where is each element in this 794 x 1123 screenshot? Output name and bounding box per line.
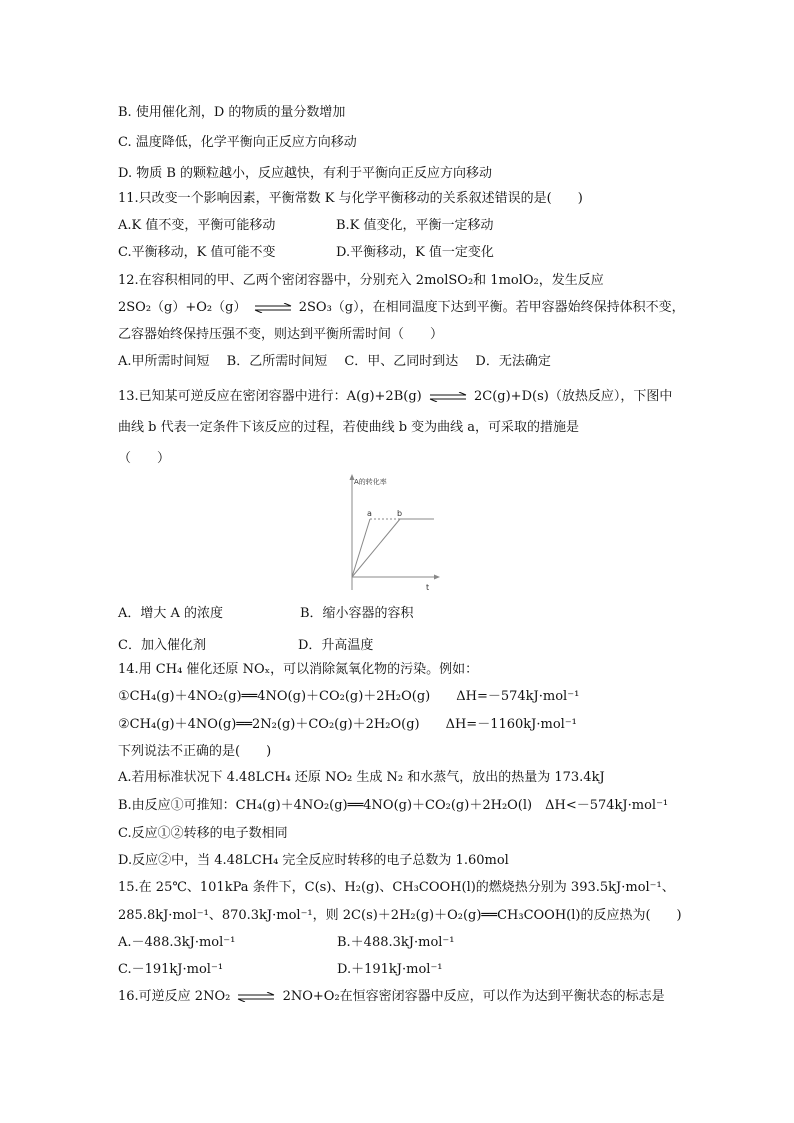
reversible-arrow-icon — [236, 992, 276, 1002]
q15-option-c: C.－191kJ·mol⁻¹ — [118, 962, 224, 977]
q12-stem-line1: 12.在容积相同的甲、乙两个密闭容器中，分别充入 2molSO₂和 1molO₂，发生反应 — [118, 273, 604, 288]
q13-stem-line2: 曲线 b 代表一定条件下该反应的过程，若使曲线 b 变为曲线 a，可采取的措施是 — [118, 420, 580, 435]
q15-option-a: A.－488.3kJ·mol⁻¹ — [118, 935, 236, 950]
q16-stem — [118, 988, 665, 1006]
q13-stem-right: 2C(g)+D(s)（放热反应），下图中 — [474, 389, 673, 404]
q11-stem: 11.只改变一个影响因素，平衡常数 K 与化学平衡移动的关系叙述错误的是( ) — [118, 191, 583, 206]
q13-stem-line1 — [118, 388, 672, 406]
curve-a-rise — [352, 519, 370, 577]
q13-option-b: B．缩小容器的容积 — [300, 606, 414, 621]
curve-b-rise — [352, 519, 400, 577]
q11-option-a: A.K 值不变，平衡可能移动 — [118, 218, 276, 233]
q14-stem: 14.用 CH₄ 催化还原 NOₓ，可以消除氮氧化物的污染。例如： — [118, 662, 479, 677]
q11-option-c: C.平衡移动，K 值可能不变 — [118, 245, 276, 260]
q12-stem-line3: 乙容器始终保持压强不变，则达到平衡所需时间（ ） — [118, 327, 444, 342]
q13-stem-left: 13.已知某可逆反应在密闭容器中进行：A(g)+2B(g) — [118, 389, 422, 404]
q15-stem-line1: 15.在 25℃、101kPa 条件下，C(s)、H₂(g)、CH₃COOH(l)的燃烧热分别为 393.5kJ·mol⁻¹、 — [118, 880, 675, 895]
curve-b-label: b — [397, 509, 403, 518]
q14-option-d: D.反应②中，当 4.48LCH₄ 完全反应时转移的电子总数为 1.60mol — [118, 853, 509, 868]
q16-stem-left: 16.可逆反应 2NO₂ — [118, 989, 231, 1004]
q14-option-c: C.反应①②转移的电子数相同 — [118, 826, 288, 841]
q12-eq-left: 2SO₂（g）+O₂（g） — [118, 300, 247, 315]
q13-option-a: A．增大 A 的浓度 — [118, 606, 224, 621]
x-axis-label: t — [426, 583, 430, 592]
curve-a-label: a — [367, 509, 372, 518]
q11-option-b: B.K 值变化，平衡一定移动 — [336, 218, 494, 233]
q14-question: 下列说法不正确的是( ) — [118, 744, 272, 759]
q12-options: A.甲所需时间短 B．乙所需时间短 C．甲、乙同时到达 D．无法确定 — [118, 354, 551, 369]
q10-option-b: B. 使用催化剂，D 的物质的量分数增加 — [118, 105, 346, 120]
q13-option-c: C．加入催化剂 — [118, 638, 206, 653]
q14-equation-2: ②CH₄(g)＋4NO(g)══2N₂(g)＋CO₂(g)＋2H₂O(g) ΔH=－1160kJ·mol⁻¹ — [118, 717, 577, 732]
q15-option-d: D.＋191kJ·mol⁻¹ — [337, 962, 443, 977]
q11-option-d: D.平衡移动，K 值一定变化 — [336, 245, 494, 260]
q12-equation-line — [118, 299, 685, 317]
q14-option-b: B.由反应①可推知：CH₄(g)＋4NO₂(g)══4NO(g)＋CO₂(g)＋2H₂O(l) ΔH<－574kJ·mol⁻¹ — [118, 798, 669, 813]
conversion-graph — [340, 472, 440, 594]
reversible-arrow-icon — [428, 392, 468, 402]
q12-eq-right: 2SO₃（g），在相同温度下达到平衡。若甲容器始终保持体积不变， — [298, 300, 685, 315]
q10-option-d: D. 物质 B 的颗粒越小，反应越快，有利于平衡向正反应方向移动 — [118, 166, 493, 181]
reversible-arrow-icon — [253, 303, 293, 313]
q15-stem-line2: 285.8kJ·mol⁻¹、870.3kJ·mol⁻¹，则 2C(s)＋2H₂(g)＋O₂(g)══CH₃COOH(l)的反应热为( ) — [118, 908, 682, 923]
q14-equation-1: ①CH₄(g)＋4NO₂(g)══4NO(g)＋CO₂(g)＋2H₂O(g) ΔH=－574kJ·mol⁻¹ — [118, 689, 580, 704]
x-axis-arrow-icon — [434, 575, 440, 580]
y-axis-label: A的转化率 — [354, 478, 387, 486]
q15-option-b: B.＋488.3kJ·mol⁻¹ — [337, 935, 455, 950]
q16-stem-right: 2NO+O₂在恒容密闭容器中反应，可以作为达到平衡状态的标志是 — [282, 989, 665, 1004]
q14-option-a: A.若用标准状况下 4.48LCH₄ 还原 NO₂ 生成 N₂ 和水蒸气，放出的热量为 173.4kJ — [118, 770, 605, 785]
q13-option-d: D．升高温度 — [298, 638, 374, 653]
q10-option-c: C. 温度降低，化学平衡向正反应方向移动 — [118, 135, 357, 150]
q13-stem-line3: （ ） — [118, 451, 171, 466]
